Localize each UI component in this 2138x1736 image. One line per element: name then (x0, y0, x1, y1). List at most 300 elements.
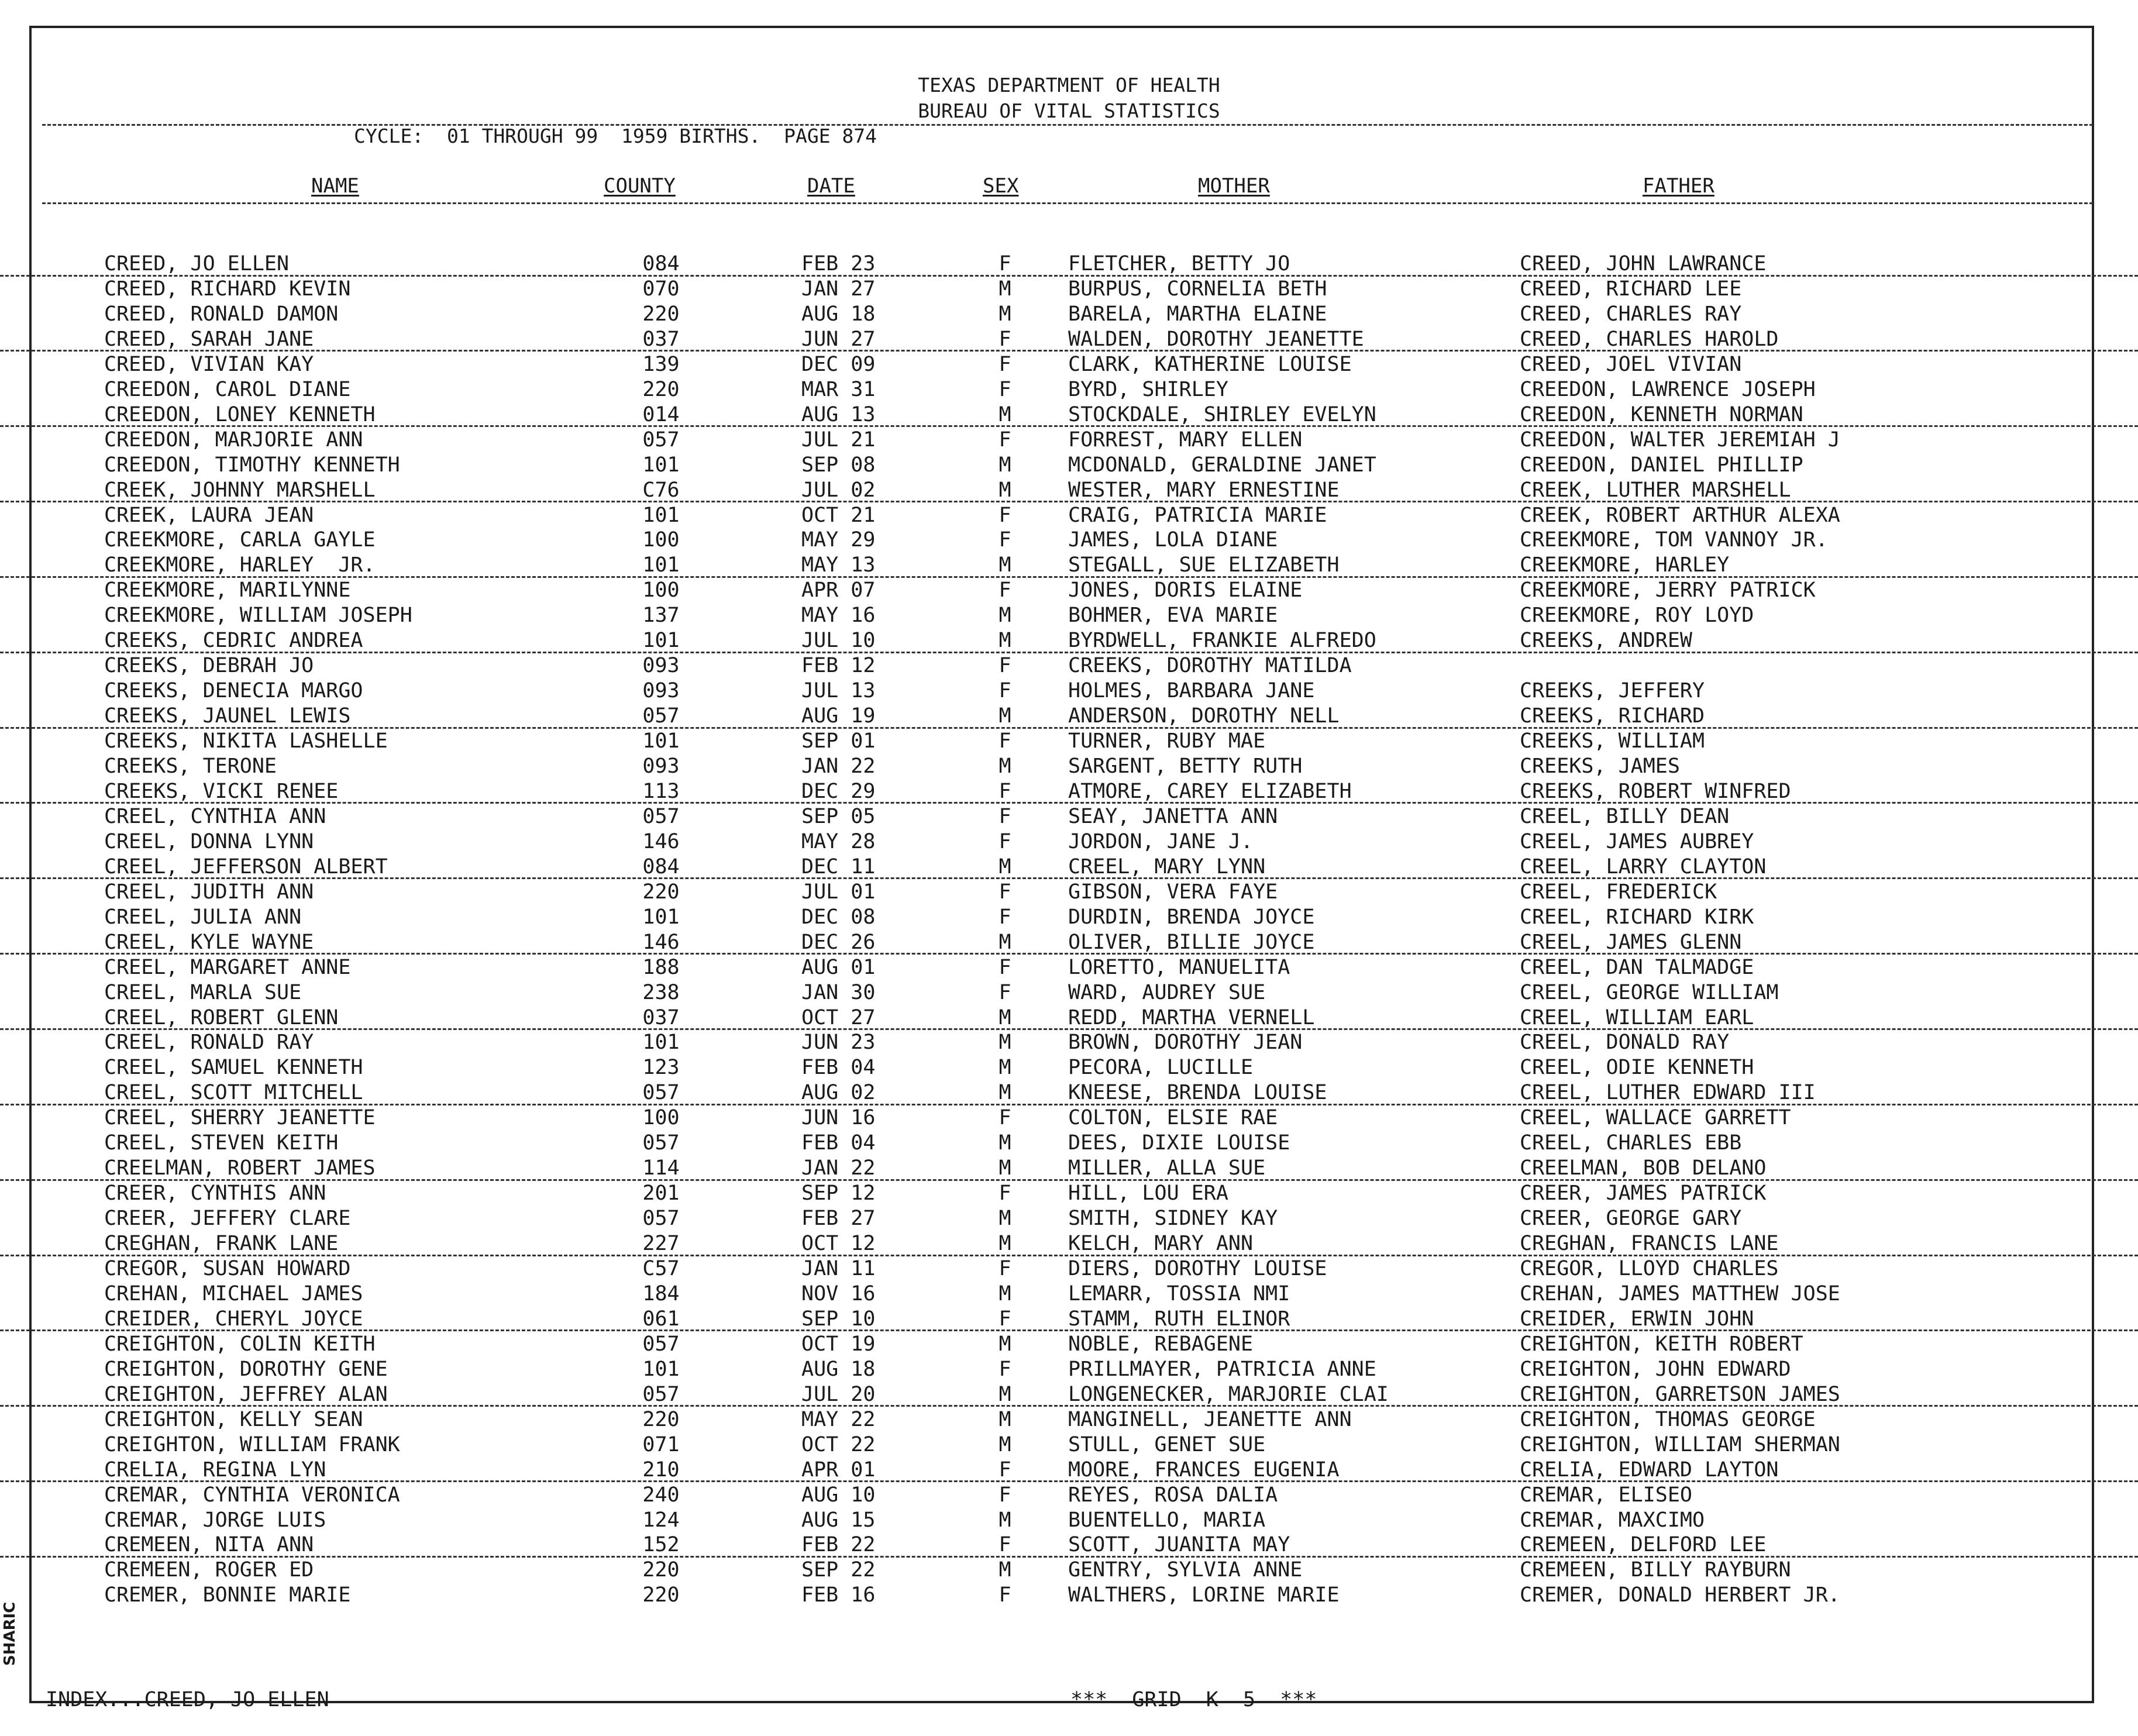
cell-father: CREIGHTON, WILLIAM SHERMAN (1520, 1432, 1840, 1456)
cell-sex: F (999, 679, 1011, 703)
cell-sex: M (999, 1156, 1011, 1180)
cell-sex: F (999, 980, 1011, 1004)
cell-sex: F (999, 829, 1011, 853)
table-row (0, 1558, 2138, 1583)
cell-county: 146 (642, 829, 680, 853)
cell-mother: SEAY, JANETTA ANN (1068, 804, 1278, 828)
cell-county: 123 (642, 1056, 680, 1080)
table-row (0, 1532, 2138, 1558)
cell-name: CREED, SARAH JANE (104, 327, 314, 351)
cell-date: MAR 31 (801, 377, 876, 401)
cell-county: 057 (642, 804, 680, 828)
cell-father: CREEKS, ROBERT WINFRED (1520, 779, 1791, 803)
cell-mother: ANDERSON, DOROTHY NELL (1068, 704, 1340, 728)
cell-name: CREIGHTON, COLIN KEITH (104, 1332, 376, 1356)
cell-mother: DIERS, DOROTHY LOUISE (1068, 1257, 1327, 1280)
table-row (0, 402, 2138, 428)
cell-name: CREEDON, CAROL DIANE (104, 377, 351, 401)
cell-mother: CREEKS, DOROTHY MATILDA (1068, 654, 1352, 678)
cell-sex: M (999, 1432, 1011, 1456)
cell-father: CREELMAN, BOB DELANO (1520, 1156, 1767, 1180)
cell-name: CREEL, SAMUEL KENNETH (104, 1056, 363, 1080)
table-row (0, 653, 2138, 678)
table-row (0, 678, 2138, 704)
cell-name: CREIDER, CHERYL JOYCE (104, 1307, 363, 1331)
cell-sex: M (999, 1081, 1011, 1105)
cell-sex: M (999, 553, 1011, 577)
cell-sex: M (999, 755, 1011, 778)
cell-county: 100 (642, 528, 680, 552)
cell-father: CREEKMORE, JERRY PATRICK (1520, 578, 1816, 602)
cell-name: CREMEEN, ROGER ED (104, 1558, 314, 1582)
cell-county: 220 (642, 1558, 680, 1582)
cell-mother: NOBLE, REBAGENE (1068, 1332, 1254, 1356)
cell-county: 220 (642, 1407, 680, 1431)
cell-name: CREEL, DONNA LYNN (104, 829, 314, 853)
cell-date: FEB 27 (801, 1207, 876, 1231)
cell-mother: SMITH, SIDNEY KAY (1068, 1207, 1278, 1231)
cell-name: CREIGHTON, KELLY SEAN (104, 1407, 363, 1431)
cell-mother: HOLMES, BARBARA JANE (1068, 679, 1315, 703)
cell-date: JAN 22 (801, 755, 876, 778)
cell-date: JUL 01 (801, 880, 876, 904)
cell-county: 100 (642, 578, 680, 602)
cell-mother: DEES, DIXIE LOUISE (1068, 1131, 1290, 1155)
cell-date: SEP 08 (801, 453, 876, 477)
cell-father: CREEL, LARRY CLAYTON (1520, 855, 1767, 879)
cell-mother: REDD, MARTHA VERNELL (1068, 1005, 1315, 1029)
cell-name: CREHAN, MICHAEL JAMES (104, 1282, 363, 1306)
column-header-mother: MOTHER (1198, 174, 1270, 198)
cell-father: CREEL, JAMES AUBREY (1520, 829, 1754, 853)
table-row (0, 1382, 2138, 1407)
cell-mother: CLARK, KATHERINE LOUISE (1068, 352, 1352, 376)
cell-mother: CREEL, MARY LYNN (1068, 855, 1266, 879)
cell-sex: F (999, 955, 1011, 979)
cell-sex: F (999, 880, 1011, 904)
cell-father: CREEKS, RICHARD (1520, 704, 1705, 728)
cell-name: CREEKS, VICKI RENEE (104, 779, 339, 803)
cell-mother: DURDIN, BRENDA JOYCE (1068, 905, 1315, 929)
cell-name: CREEL, CYNTHIA ANN (104, 804, 326, 828)
cell-name: CREEKMORE, MARILYNNE (104, 578, 351, 602)
cell-mother: MCDONALD, GERALDINE JANET (1068, 453, 1376, 477)
cell-date: JAN 11 (801, 1257, 876, 1280)
cell-mother: BOHMER, EVA MARIE (1068, 604, 1278, 628)
cell-sex: M (999, 453, 1011, 477)
table-row (0, 829, 2138, 855)
cell-date: JAN 27 (801, 277, 876, 301)
cell-sex: F (999, 779, 1011, 803)
cell-mother: WALDEN, DOROTHY JEANETTE (1068, 327, 1364, 351)
cell-father: CREEKMORE, TOM VANNOY JR. (1520, 528, 1828, 552)
cell-mother: STAMM, RUTH ELINOR (1068, 1307, 1290, 1331)
cell-sex: F (999, 352, 1011, 376)
cell-sex: F (999, 1257, 1011, 1280)
cell-sex: F (999, 252, 1011, 275)
cell-mother: BYRDWELL, FRANKIE ALFREDO (1068, 629, 1376, 653)
cell-county: C76 (642, 478, 680, 502)
table-row (0, 453, 2138, 478)
cell-county: 220 (642, 377, 680, 401)
table-row (0, 1030, 2138, 1055)
cell-sex: M (999, 1407, 1011, 1431)
cell-date: OCT 27 (801, 1005, 876, 1029)
table-row (0, 1256, 2138, 1282)
cell-father: CREED, JOHN LAWRANCE (1520, 252, 1767, 275)
cell-date: AUG 13 (801, 402, 876, 426)
cell-date: MAY 29 (801, 528, 876, 552)
table-row (0, 1080, 2138, 1105)
cell-mother: GIBSON, VERA FAYE (1068, 880, 1278, 904)
cell-sex: F (999, 503, 1011, 527)
cell-date: MAY 28 (801, 829, 876, 853)
cell-father: CREEL, ODIE KENNETH (1520, 1056, 1754, 1080)
table-row (0, 804, 2138, 829)
cell-county: 201 (642, 1182, 680, 1205)
cell-date: DEC 29 (801, 779, 876, 803)
table-row (0, 578, 2138, 603)
cell-father: CREEKMORE, ROY LOYD (1520, 604, 1754, 628)
cell-date: OCT 21 (801, 503, 876, 527)
cell-father: CREEKS, ANDREW (1520, 629, 1693, 653)
cell-name: CREEL, JEFFERSON ALBERT (104, 855, 388, 879)
cell-date: AUG 19 (801, 704, 876, 728)
agency-title: TEXAS DEPARTMENT OF HEALTH (918, 74, 1220, 97)
cell-father: CREEK, ROBERT ARTHUR ALEXA (1520, 503, 1840, 527)
cell-date: SEP 05 (801, 804, 876, 828)
cell-mother: MILLER, ALLA SUE (1068, 1156, 1266, 1180)
table-row (0, 377, 2138, 402)
cell-mother: JAMES, LOLA DIANE (1068, 528, 1278, 552)
cell-county: 220 (642, 1583, 680, 1607)
cell-county: 210 (642, 1458, 680, 1482)
cell-county: 101 (642, 1031, 680, 1055)
cell-date: SEP 22 (801, 1558, 876, 1582)
cell-father: CREEL, WALLACE GARRETT (1520, 1106, 1791, 1130)
cell-father: CREEKS, WILLIAM (1520, 729, 1705, 753)
table-row (0, 704, 2138, 729)
cell-father: CREGHAN, FRANCIS LANE (1520, 1232, 1779, 1256)
cell-name: CREER, CYNTHIS ANN (104, 1182, 326, 1205)
cell-father: CREIDER, ERWIN JOHN (1520, 1307, 1754, 1331)
cell-father: CREEL, GEORGE WILLIAM (1520, 980, 1779, 1004)
cell-date: SEP 01 (801, 729, 876, 753)
table-row (0, 628, 2138, 653)
cell-county: 037 (642, 327, 680, 351)
cell-name: CREED, VIVIAN KAY (104, 352, 314, 376)
cell-father: CREEL, BILLY DEAN (1520, 804, 1730, 828)
cell-mother: BROWN, DOROTHY JEAN (1068, 1031, 1303, 1055)
cell-name: CREEL, SHERRY JEANETTE (104, 1106, 376, 1130)
cell-sex: M (999, 478, 1011, 502)
table-row (0, 1332, 2138, 1357)
cell-mother: STEGALL, SUE ELIZABETH (1068, 553, 1340, 577)
cell-father: CREEL, CHARLES EBB (1520, 1131, 1742, 1155)
table-row (0, 1055, 2138, 1080)
cell-county: 093 (642, 679, 680, 703)
cell-father: CREIGHTON, THOMAS GEORGE (1520, 1407, 1816, 1431)
cell-name: CREEL, JUDITH ANN (104, 880, 314, 904)
cell-mother: WALTHERS, LORINE MARIE (1068, 1583, 1340, 1607)
cell-father: CRELIA, EDWARD LAYTON (1520, 1458, 1779, 1482)
cell-date: AUG 15 (801, 1508, 876, 1532)
cell-mother: WARD, AUDREY SUE (1068, 980, 1266, 1004)
table-row (0, 1432, 2138, 1458)
cell-date: AUG 02 (801, 1081, 876, 1105)
cell-date: JUL 21 (801, 428, 876, 452)
cell-sex: F (999, 578, 1011, 602)
cell-father: CREEL, FREDERICK (1520, 880, 1717, 904)
cell-mother: LEMARR, TOSSIA NMI (1068, 1282, 1290, 1306)
cell-mother: FORREST, MARY ELLEN (1068, 428, 1303, 452)
cell-sex: F (999, 327, 1011, 351)
cell-date: AUG 10 (801, 1483, 876, 1507)
cell-county: 124 (642, 1508, 680, 1532)
cell-county: 084 (642, 855, 680, 879)
cell-date: AUG 18 (801, 1357, 876, 1381)
cell-county: 238 (642, 980, 680, 1004)
cell-county: 057 (642, 1207, 680, 1231)
cell-mother: MANGINELL, JEANETTE ANN (1068, 1407, 1352, 1431)
table-row (0, 1005, 2138, 1031)
table-row (0, 1282, 2138, 1307)
table-row (0, 1206, 2138, 1231)
cell-sex: M (999, 1558, 1011, 1582)
table-row (0, 880, 2138, 905)
cell-mother: BARELA, MARTHA ELAINE (1068, 302, 1327, 326)
cell-sex: M (999, 1282, 1011, 1306)
table-row (0, 277, 2138, 302)
cell-name: CREED, RICHARD KEVIN (104, 277, 351, 301)
cell-name: CREEKMORE, CARLA GAYLE (104, 528, 376, 552)
column-header-date: DATE (807, 174, 855, 198)
cell-father: CREEL, RICHARD KIRK (1520, 905, 1754, 929)
cell-sex: M (999, 1031, 1011, 1055)
cell-father: CREEDON, KENNETH NORMAN (1520, 402, 1803, 426)
cell-mother: FLETCHER, BETTY JO (1068, 252, 1290, 275)
cell-date: JUL 02 (801, 478, 876, 502)
cell-name: CREIGHTON, DOROTHY GENE (104, 1357, 388, 1381)
cell-father: CREEKS, JAMES (1520, 755, 1680, 778)
cell-sex: F (999, 1106, 1011, 1130)
cell-father: CREEDON, WALTER JEREMIAH J (1520, 428, 1840, 452)
cell-county: 188 (642, 955, 680, 979)
cell-county: 084 (642, 252, 680, 275)
cell-county: 152 (642, 1533, 680, 1557)
cell-sex: M (999, 1005, 1011, 1029)
cell-mother: ATMORE, CAREY ELIZABETH (1068, 779, 1352, 803)
cell-name: CREEL, MARGARET ANNE (104, 955, 351, 979)
cell-county: 057 (642, 704, 680, 728)
cell-date: JUN 27 (801, 327, 876, 351)
sharic-stamp: SHARIC (1, 1601, 19, 1666)
table-row (0, 1131, 2138, 1156)
cell-father: CREMEEN, BILLY RAYBURN (1520, 1558, 1791, 1582)
table-row (0, 553, 2138, 578)
cell-father: CREIGHTON, GARRETSON JAMES (1520, 1382, 1840, 1406)
table-row (0, 1357, 2138, 1382)
cell-sex: M (999, 1056, 1011, 1080)
cell-date: SEP 10 (801, 1307, 876, 1331)
cell-date: OCT 22 (801, 1432, 876, 1456)
cell-mother: LONGENECKER, MARJORIE CLAI (1068, 1382, 1389, 1406)
cell-county: C57 (642, 1257, 680, 1280)
cell-county: 101 (642, 553, 680, 577)
cell-name: CREEKMORE, WILLIAM JOSEPH (104, 604, 412, 628)
column-header-divider (42, 202, 2093, 204)
cell-sex: F (999, 1182, 1011, 1205)
cell-father: CREMER, DONALD HERBERT JR. (1520, 1583, 1840, 1607)
cell-name: CREEDON, LONEY KENNETH (104, 402, 376, 426)
cell-name: CREEDON, TIMOTHY KENNETH (104, 453, 400, 477)
cell-mother: HILL, LOU ERA (1068, 1182, 1228, 1205)
table-row (0, 428, 2138, 453)
cell-mother: KNEESE, BRENDA LOUISE (1068, 1081, 1327, 1105)
table-row (0, 352, 2138, 377)
cell-father: CREED, RICHARD LEE (1520, 277, 1742, 301)
cell-sex: F (999, 528, 1011, 552)
cell-name: CREEK, JOHNNY MARSHELL (104, 478, 376, 502)
cell-sex: M (999, 1207, 1011, 1231)
cell-name: CREMAR, CYNTHIA VERONICA (104, 1483, 400, 1507)
cell-date: NOV 16 (801, 1282, 876, 1306)
table-row (0, 327, 2138, 352)
cell-mother: OLIVER, BILLIE JOYCE (1068, 930, 1315, 954)
cell-sex: M (999, 277, 1011, 301)
cell-father: CREEL, WILLIAM EARL (1520, 1005, 1754, 1029)
cell-sex: F (999, 1533, 1011, 1557)
cell-date: JUN 16 (801, 1106, 876, 1130)
table-row (0, 930, 2138, 955)
cell-name: CREIGHTON, JEFFREY ALAN (104, 1382, 388, 1406)
cell-father: CREED, CHARLES RAY (1520, 302, 1742, 326)
cell-name: CREMEEN, NITA ANN (104, 1533, 314, 1557)
cell-date: DEC 08 (801, 905, 876, 929)
cell-name: CREEDON, MARJORIE ANN (104, 428, 363, 452)
cell-county: 146 (642, 930, 680, 954)
table-row (0, 302, 2138, 327)
table-row (0, 1508, 2138, 1533)
cell-father: CREED, CHARLES HAROLD (1520, 327, 1779, 351)
cell-date: DEC 26 (801, 930, 876, 954)
cell-name: CREEKS, JAUNEL LEWIS (104, 704, 351, 728)
cell-sex: M (999, 629, 1011, 653)
cell-name: CREIGHTON, WILLIAM FRANK (104, 1432, 400, 1456)
cell-mother: WESTER, MARY ERNESTINE (1068, 478, 1340, 502)
grid-footer: *** GRID K 5 *** (1070, 1688, 1317, 1711)
cell-county: 101 (642, 1357, 680, 1381)
cell-father: CREEDON, LAWRENCE JOSEPH (1520, 377, 1816, 401)
cell-date: APR 07 (801, 578, 876, 602)
cell-sex: M (999, 1232, 1011, 1256)
cell-sex: M (999, 1131, 1011, 1155)
cell-name: CREEL, MARLA SUE (104, 980, 302, 1004)
cell-father: CREEK, LUTHER MARSHELL (1520, 478, 1791, 502)
cell-county: 113 (642, 779, 680, 803)
cell-sex: F (999, 804, 1011, 828)
cell-date: FEB 04 (801, 1131, 876, 1155)
cell-father: CREMAR, MAXCIMO (1520, 1508, 1705, 1532)
cell-name: CREGOR, SUSAN HOWARD (104, 1257, 351, 1280)
cell-county: 220 (642, 880, 680, 904)
cell-name: CREER, JEFFERY CLARE (104, 1207, 351, 1231)
table-row (0, 1407, 2138, 1432)
cell-mother: LORETTO, MANUELITA (1068, 955, 1290, 979)
cell-date: DEC 09 (801, 352, 876, 376)
cell-county: 057 (642, 1332, 680, 1356)
cell-date: SEP 12 (801, 1182, 876, 1205)
cell-date: FEB 22 (801, 1533, 876, 1557)
cell-father: CREEKS, JEFFERY (1520, 679, 1705, 703)
cell-sex: F (999, 905, 1011, 929)
cell-sex: F (999, 1307, 1011, 1331)
cell-sex: M (999, 704, 1011, 728)
cell-sex: F (999, 377, 1011, 401)
cell-county: 114 (642, 1156, 680, 1180)
cell-date: MAY 13 (801, 553, 876, 577)
cell-father: CREER, GEORGE GARY (1520, 1207, 1742, 1231)
cell-mother: KELCH, MARY ANN (1068, 1232, 1254, 1256)
cell-father: CREMEEN, DELFORD LEE (1520, 1533, 1767, 1557)
cell-mother: COLTON, ELSIE RAE (1068, 1106, 1278, 1130)
cell-date: JUL 10 (801, 629, 876, 653)
cell-mother: JONES, DORIS ELAINE (1068, 578, 1303, 602)
cell-name: CREEL, RONALD RAY (104, 1031, 314, 1055)
index-footer: INDEX...CREED, JO ELLEN (46, 1688, 329, 1711)
cell-sex: M (999, 1508, 1011, 1532)
cell-mother: MOORE, FRANCES EUGENIA (1068, 1458, 1340, 1482)
cell-county: 071 (642, 1432, 680, 1456)
cell-name: CREEKMORE, HARLEY JR. (104, 553, 376, 577)
cell-date: MAY 22 (801, 1407, 876, 1431)
table-row (0, 905, 2138, 930)
cell-date: FEB 04 (801, 1056, 876, 1080)
cell-sex: F (999, 729, 1011, 753)
cell-name: CREEL, ROBERT GLENN (104, 1005, 339, 1029)
cell-father: CREMAR, ELISEO (1520, 1483, 1693, 1507)
bureau-title: BUREAU OF VITAL STATISTICS (918, 99, 1220, 122)
cell-sex: F (999, 428, 1011, 452)
cell-sex: M (999, 930, 1011, 954)
cell-county: 014 (642, 402, 680, 426)
cell-mother: STULL, GENET SUE (1068, 1432, 1266, 1456)
cell-date: FEB 12 (801, 654, 876, 678)
cell-name: CREEKS, DENECIA MARGO (104, 679, 363, 703)
cell-mother: PRILLMAYER, PATRICIA ANNE (1068, 1357, 1376, 1381)
cell-county: 101 (642, 729, 680, 753)
cycle-line: CYCLE: 01 THROUGH 99 1959 BIRTHS. PAGE 874 (354, 125, 877, 147)
column-header-county: COUNTY (604, 174, 676, 198)
table-row (0, 779, 2138, 804)
cell-sex: F (999, 1483, 1011, 1507)
cell-county: 057 (642, 428, 680, 452)
cell-father: CREED, JOEL VIVIAN (1520, 352, 1742, 376)
cell-name: CREED, JO ELLEN (104, 252, 290, 275)
cell-date: OCT 19 (801, 1332, 876, 1356)
cell-name: CREEKS, NIKITA LASHELLE (104, 729, 388, 753)
cell-name: CREEKS, TERONE (104, 755, 277, 778)
column-header-father: FATHER (1643, 174, 1714, 198)
cell-name: CREELMAN, ROBERT JAMES (104, 1156, 376, 1180)
cell-father: CREER, JAMES PATRICK (1520, 1182, 1767, 1205)
cell-date: MAY 16 (801, 604, 876, 628)
table-row (0, 252, 2138, 277)
cell-county: 101 (642, 629, 680, 653)
cell-date: JAN 22 (801, 1156, 876, 1180)
cell-name: CREEKS, DEBRAH JO (104, 654, 314, 678)
cell-sex: M (999, 402, 1011, 426)
